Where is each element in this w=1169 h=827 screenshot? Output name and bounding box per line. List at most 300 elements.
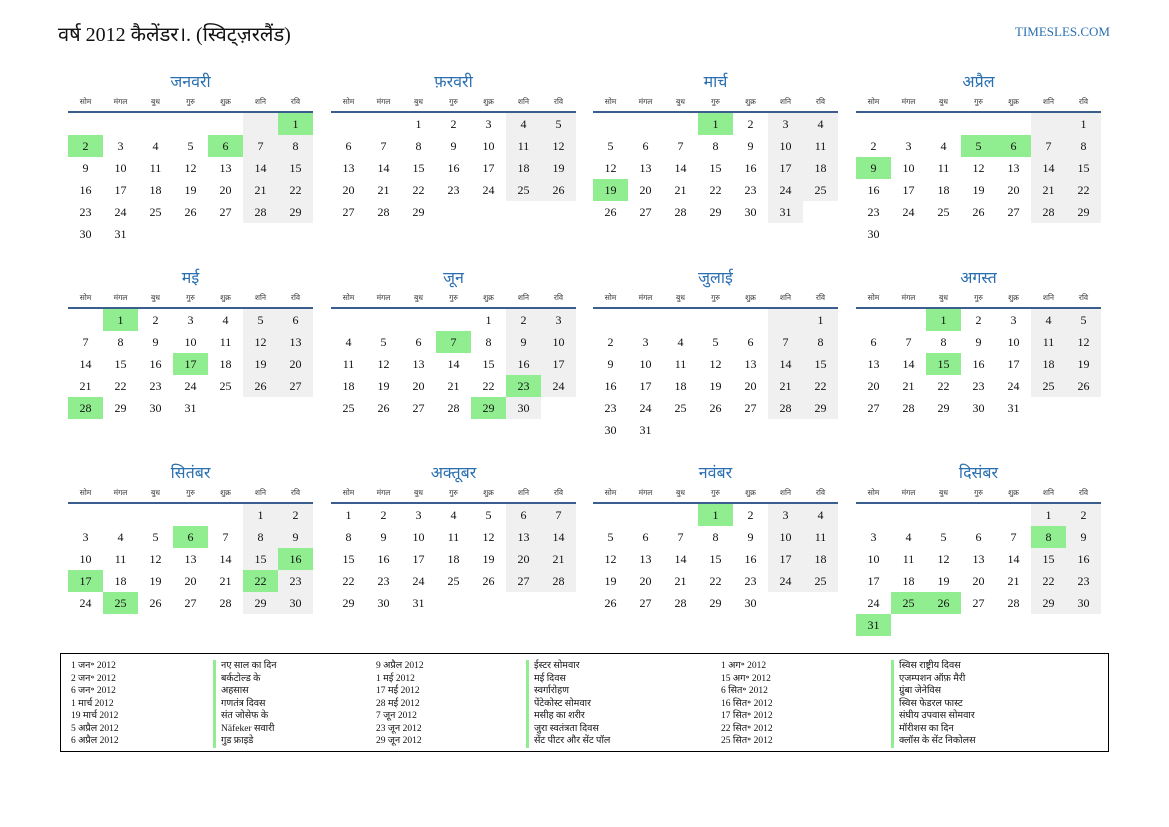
day-cell: 9 <box>607 357 614 371</box>
day-cell: 13 <box>972 552 985 566</box>
day-cell: 15 <box>278 157 313 179</box>
weekday-label: बुध <box>939 293 948 302</box>
day-cell: 27 <box>219 205 232 219</box>
weekday-label: सोम <box>867 97 880 106</box>
day-cell: 25 <box>803 570 838 592</box>
day-cell: 17 <box>412 552 425 566</box>
weekday-label: शनि <box>517 97 530 106</box>
day-cell: 9 <box>975 335 982 349</box>
day-cell: 5 <box>712 335 719 349</box>
day-cell: 26 <box>604 596 617 610</box>
month-name: जून <box>443 268 464 287</box>
day-cell: 8 <box>278 135 313 157</box>
weekday-label: रवि <box>1078 97 1089 106</box>
day-cell: 17 <box>482 161 495 175</box>
day-cell: 4 <box>940 139 947 153</box>
day-cell: 18 <box>1031 353 1066 375</box>
day-cell: 14 <box>541 526 576 548</box>
day-cell: 19 <box>937 574 950 588</box>
empty-cell <box>698 309 733 331</box>
holiday-name: Näfeker सवारी <box>213 723 277 736</box>
holiday-day-cell: 1 <box>926 309 961 331</box>
day-grid <box>856 504 1101 636</box>
day-cell: 8 <box>243 526 278 548</box>
day-cell: 24 <box>902 205 915 219</box>
weekday-header <box>331 94 576 110</box>
weekday-header <box>593 94 838 110</box>
day-cell: 12 <box>709 357 722 371</box>
holiday-day-cell: 29 <box>471 397 506 419</box>
day-cell: 18 <box>447 552 460 566</box>
day-cell: 11 <box>674 357 687 371</box>
weekday-label: बुध <box>414 97 423 106</box>
day-grid <box>68 113 313 245</box>
day-cell: 22 <box>1066 179 1101 201</box>
day-cell: 11 <box>114 552 127 566</box>
day-cell: 24 <box>1007 379 1020 393</box>
month-name: अक्तूबर <box>430 463 477 482</box>
day-cell: 13 <box>278 331 313 353</box>
weekday-label: बुध <box>676 97 685 106</box>
day-cell: 6 <box>345 139 352 153</box>
day-cell: 20 <box>867 379 880 393</box>
day-cell: 18 <box>803 548 838 570</box>
day-cell: 18 <box>506 157 541 179</box>
holiday-date: 17 मई 2012 <box>376 686 420 696</box>
day-grid <box>593 504 838 614</box>
day-cell: 11 <box>506 135 541 157</box>
day-cell: 26 <box>149 596 162 610</box>
weekday-label: गुरु <box>711 97 720 106</box>
day-cell: 4 <box>117 530 124 544</box>
day-cell: 23 <box>79 205 92 219</box>
day-cell: 29 <box>803 397 838 419</box>
day-cell: 5 <box>152 530 159 544</box>
day-cell: 4 <box>803 504 838 526</box>
holiday-date: 1 अग॰ 2012 <box>721 661 767 671</box>
empty-cell <box>663 309 698 331</box>
holiday-name: एजम्पशन ऑफ़ मैरी <box>891 673 976 686</box>
day-cell: 13 <box>639 552 652 566</box>
day-cell: 18 <box>342 379 355 393</box>
day-cell: 31 <box>412 596 425 610</box>
day-cell: 12 <box>184 161 197 175</box>
empty-cell <box>663 504 698 526</box>
day-cell: 30 <box>79 227 92 241</box>
weekday-header <box>68 485 313 501</box>
day-cell: 28 <box>219 596 232 610</box>
day-cell: 27 <box>972 596 985 610</box>
day-cell: 7 <box>541 504 576 526</box>
weekday-header <box>331 290 576 306</box>
day-cell: 11 <box>1031 331 1066 353</box>
day-cell: 3 <box>485 117 492 131</box>
day-cell: 2 <box>975 313 982 327</box>
day-cell: 23 <box>447 183 460 197</box>
weekday-label: बुध <box>414 488 423 497</box>
day-cell: 21 <box>674 183 687 197</box>
day-cell: 5 <box>380 335 387 349</box>
day-cell: 29 <box>412 205 425 219</box>
weekday-label: गुरु <box>974 488 983 497</box>
day-cell: 3 <box>82 530 89 544</box>
day-cell: 21 <box>1031 179 1066 201</box>
day-cell: 5 <box>940 530 947 544</box>
day-cell: 2 <box>380 508 387 522</box>
day-cell: 11 <box>219 335 232 349</box>
day-cell: 10 <box>768 526 803 548</box>
day-cell: 2 <box>152 313 159 327</box>
weekday-label: बुध <box>676 293 685 302</box>
holiday-date: 22 सित॰ 2012 <box>721 723 773 734</box>
weekday-label: मंगल <box>376 488 391 497</box>
day-cell: 26 <box>1066 375 1101 397</box>
day-cell: 7 <box>82 335 89 349</box>
holiday-date: 6 जन॰ 2012 <box>71 686 116 696</box>
day-cell: 12 <box>243 331 278 353</box>
day-cell: 3 <box>768 113 803 135</box>
day-cell: 27 <box>184 596 197 610</box>
day-cell: 7 <box>222 530 229 544</box>
empty-cell <box>768 309 803 331</box>
weekday-label: शुक्र <box>220 293 231 302</box>
weekday-header <box>331 485 576 501</box>
day-cell: 24 <box>114 205 127 219</box>
empty-cell <box>138 113 173 135</box>
empty-cell <box>138 504 173 526</box>
month-4 <box>856 72 1101 245</box>
day-cell: 18 <box>674 379 687 393</box>
day-cell: 17 <box>1007 357 1020 371</box>
day-cell: 19 <box>243 353 278 375</box>
empty-cell <box>891 504 926 526</box>
day-grid <box>331 113 576 223</box>
weekday-label: मंगल <box>638 488 653 497</box>
empty-cell <box>593 504 628 526</box>
day-cell: 29 <box>243 592 278 614</box>
day-cell: 25 <box>149 205 162 219</box>
holiday-name: मई दिवस <box>526 673 610 686</box>
day-cell: 15 <box>342 552 355 566</box>
day-cell: 28 <box>447 401 460 415</box>
empty-cell <box>331 113 366 135</box>
day-cell: 1 <box>243 504 278 526</box>
day-cell: 14 <box>1007 552 1020 566</box>
day-cell: 14 <box>447 357 460 371</box>
weekday-label: सोम <box>342 488 355 497</box>
day-cell: 21 <box>541 548 576 570</box>
day-cell: 27 <box>867 401 880 415</box>
day-cell: 28 <box>243 201 278 223</box>
site-link[interactable]: TIMESLES.COM <box>1015 24 1110 39</box>
day-cell: 17 <box>639 379 652 393</box>
day-cell: 16 <box>604 379 617 393</box>
day-cell: 26 <box>482 574 495 588</box>
day-cell: 26 <box>377 401 390 415</box>
holiday-day-cell: 25 <box>891 592 926 614</box>
day-cell: 29 <box>937 401 950 415</box>
empty-cell <box>926 504 961 526</box>
weekday-label: बुध <box>414 293 423 302</box>
day-cell: 5 <box>485 508 492 522</box>
day-cell: 31 <box>1007 401 1020 415</box>
holiday-name: संघीय उपवास सोमवार <box>891 710 976 723</box>
day-cell: 8 <box>712 530 719 544</box>
day-cell: 22 <box>482 379 495 393</box>
day-cell: 29 <box>1066 201 1101 223</box>
day-cell: 6 <box>870 335 877 349</box>
day-cell: 26 <box>541 179 576 201</box>
day-cell: 29 <box>1031 592 1066 614</box>
empty-cell <box>173 113 208 135</box>
day-cell: 25 <box>1031 375 1066 397</box>
day-cell: 16 <box>744 161 757 175</box>
day-cell: 23 <box>377 574 390 588</box>
day-cell: 14 <box>219 552 232 566</box>
day-cell: 23 <box>604 401 617 415</box>
day-cell: 17 <box>768 548 803 570</box>
month-11 <box>593 463 838 614</box>
day-cell: 30 <box>744 205 757 219</box>
empty-cell <box>331 309 366 331</box>
day-cell: 3 <box>117 139 124 153</box>
day-cell: 28 <box>1031 201 1066 223</box>
month-name: दिसंबर <box>958 463 999 482</box>
day-cell: 16 <box>506 353 541 375</box>
day-cell: 7 <box>768 331 803 353</box>
holiday-date: 1 जन॰ 2012 <box>71 661 116 671</box>
day-cell: 23 <box>744 574 757 588</box>
day-cell: 2 <box>506 309 541 331</box>
day-cell: 22 <box>278 179 313 201</box>
day-cell: 27 <box>639 596 652 610</box>
weekday-label: मंगल <box>901 293 916 302</box>
holiday-date: 1 मई 2012 <box>376 673 415 684</box>
day-cell: 18 <box>219 357 232 371</box>
holiday-day-cell: 2 <box>68 135 103 157</box>
day-cell: 13 <box>1007 161 1020 175</box>
holiday-dates-col-1 <box>71 660 119 748</box>
day-cell: 1 <box>485 313 492 327</box>
weekday-label: सोम <box>604 293 617 302</box>
weekday-label: मंगल <box>901 488 916 497</box>
day-cell: 4 <box>345 335 352 349</box>
holiday-day-cell: 31 <box>856 614 891 636</box>
holiday-dates-col-3 <box>721 660 773 748</box>
day-cell: 9 <box>380 530 387 544</box>
empty-cell <box>366 113 401 135</box>
day-cell: 23 <box>1066 570 1101 592</box>
weekday-label: रवि <box>1078 488 1089 497</box>
weekday-label: मंगल <box>638 97 653 106</box>
holiday-day-cell: 28 <box>68 397 103 419</box>
day-cell: 4 <box>1031 309 1066 331</box>
page-title: वर्ष 2012 कैलेंडर।. (स्विट्ज़रलैंड) <box>58 24 291 46</box>
holiday-date: 1 मार्च 2012 <box>71 698 114 709</box>
day-cell: 10 <box>867 552 880 566</box>
weekday-label: शुक्र <box>483 488 494 497</box>
day-cell: 17 <box>867 574 880 588</box>
empty-cell <box>733 309 768 331</box>
empty-cell <box>996 113 1031 135</box>
day-cell: 5 <box>607 139 614 153</box>
weekday-label: रवि <box>815 488 826 497</box>
day-cell: 27 <box>278 375 313 397</box>
holiday-date: 5 अप्रैल 2012 <box>71 723 119 734</box>
day-cell: 28 <box>674 205 687 219</box>
day-cell: 13 <box>639 161 652 175</box>
day-grid <box>593 309 838 441</box>
day-cell: 20 <box>506 548 541 570</box>
day-cell: 15 <box>1031 548 1066 570</box>
day-cell: 13 <box>342 161 355 175</box>
day-cell: 2 <box>607 335 614 349</box>
day-grid <box>331 504 576 614</box>
day-cell: 24 <box>184 379 197 393</box>
weekday-label: सोम <box>342 293 355 302</box>
day-cell: 30 <box>278 592 313 614</box>
empty-cell <box>996 504 1031 526</box>
day-cell: 12 <box>1066 331 1101 353</box>
day-cell: 30 <box>377 596 390 610</box>
day-cell: 15 <box>803 353 838 375</box>
day-cell: 23 <box>867 205 880 219</box>
holiday-name: स्वर्गारोहण <box>526 685 610 698</box>
day-cell: 10 <box>114 161 127 175</box>
day-cell: 11 <box>447 530 460 544</box>
holiday-names-col-2 <box>526 660 610 748</box>
day-cell: 15 <box>709 552 722 566</box>
month-9 <box>68 463 313 614</box>
day-cell: 29 <box>342 596 355 610</box>
month-name: फ़रवरी <box>434 72 473 91</box>
day-cell: 20 <box>639 574 652 588</box>
day-cell: 25 <box>674 401 687 415</box>
month-7 <box>593 268 838 441</box>
holiday-name: ग्रुंबा जेनेविस <box>891 685 976 698</box>
weekday-label: मंगल <box>113 97 128 106</box>
day-cell: 23 <box>149 379 162 393</box>
holiday-date: 15 अग॰ 2012 <box>721 673 771 684</box>
day-cell: 2 <box>450 117 457 131</box>
day-cell: 20 <box>972 574 985 588</box>
day-cell: 2 <box>747 508 754 522</box>
holiday-name: पेंटेकोस्ट सोमवार <box>526 698 610 711</box>
day-cell: 31 <box>184 401 197 415</box>
day-cell: 29 <box>709 205 722 219</box>
day-cell: 25 <box>447 574 460 588</box>
day-cell: 3 <box>187 313 194 327</box>
day-cell: 21 <box>768 375 803 397</box>
day-cell: 5 <box>541 113 576 135</box>
empty-cell <box>856 309 891 331</box>
day-cell: 22 <box>114 379 127 393</box>
weekday-label: शनि <box>1042 97 1055 106</box>
day-cell: 1 <box>1066 113 1101 135</box>
weekday-header <box>856 290 1101 306</box>
empty-cell <box>891 309 926 331</box>
day-cell: 14 <box>1031 157 1066 179</box>
weekday-header <box>856 485 1101 501</box>
day-cell: 21 <box>219 574 232 588</box>
holiday-day-cell: 19 <box>593 179 628 201</box>
weekday-label: सोम <box>342 97 355 106</box>
weekday-label: शुक्र <box>745 293 756 302</box>
holiday-names-col-3 <box>891 660 976 748</box>
weekday-label: मंगल <box>638 293 653 302</box>
day-cell: 15 <box>114 357 127 371</box>
holiday-dates-col-2 <box>376 660 424 748</box>
empty-cell <box>628 113 663 135</box>
month-12 <box>856 463 1101 636</box>
holiday-date: 7 जून 2012 <box>376 711 417 721</box>
day-cell: 24 <box>541 375 576 397</box>
holiday-date: 6 अप्रैल 2012 <box>71 736 119 746</box>
day-cell: 19 <box>541 157 576 179</box>
day-cell: 8 <box>712 139 719 153</box>
day-cell: 24 <box>412 574 425 588</box>
day-cell: 1 <box>803 309 838 331</box>
weekday-label: गुरु <box>974 97 983 106</box>
day-cell: 20 <box>342 183 355 197</box>
holiday-day-cell: 6 <box>173 526 208 548</box>
weekday-label: सोम <box>79 97 92 106</box>
day-cell: 10 <box>184 335 197 349</box>
day-cell: 20 <box>1007 183 1020 197</box>
day-cell: 4 <box>450 508 457 522</box>
day-cell: 14 <box>674 552 687 566</box>
holiday-name: ईस्टर सोमवार <box>526 660 610 673</box>
day-cell: 3 <box>870 530 877 544</box>
day-cell: 3 <box>905 139 912 153</box>
empty-cell <box>366 309 401 331</box>
day-cell: 12 <box>149 552 162 566</box>
day-cell: 30 <box>867 227 880 241</box>
day-cell: 25 <box>506 179 541 201</box>
holiday-date: 9 अप्रैल 2012 <box>376 661 424 671</box>
empty-cell <box>593 309 628 331</box>
month-name: सितंबर <box>170 463 211 482</box>
weekday-label: मंगल <box>113 488 128 497</box>
day-cell: 11 <box>937 161 950 175</box>
empty-cell <box>663 113 698 135</box>
weekday-label: शुक्र <box>745 97 756 106</box>
day-cell: 13 <box>506 526 541 548</box>
day-cell: 28 <box>768 397 803 419</box>
holiday-date: 29 जून 2012 <box>376 736 422 746</box>
day-cell: 3 <box>541 309 576 331</box>
weekday-label: शुक्र <box>745 488 756 497</box>
day-cell: 28 <box>1007 596 1020 610</box>
day-cell: 6 <box>642 530 649 544</box>
day-cell: 19 <box>709 379 722 393</box>
holiday-name: अहसास <box>213 685 277 698</box>
day-cell: 13 <box>744 357 757 371</box>
day-cell: 9 <box>747 530 754 544</box>
month-5 <box>68 268 313 419</box>
day-cell: 4 <box>677 335 684 349</box>
day-cell: 12 <box>541 135 576 157</box>
day-cell: 31 <box>114 227 127 241</box>
day-cell: 19 <box>377 379 390 393</box>
day-cell: 19 <box>604 574 617 588</box>
holiday-date: 23 जून 2012 <box>376 723 422 734</box>
day-cell: 8 <box>415 139 422 153</box>
day-cell: 28 <box>902 401 915 415</box>
day-cell: 12 <box>482 530 495 544</box>
day-cell: 25 <box>342 401 355 415</box>
day-cell: 10 <box>768 135 803 157</box>
